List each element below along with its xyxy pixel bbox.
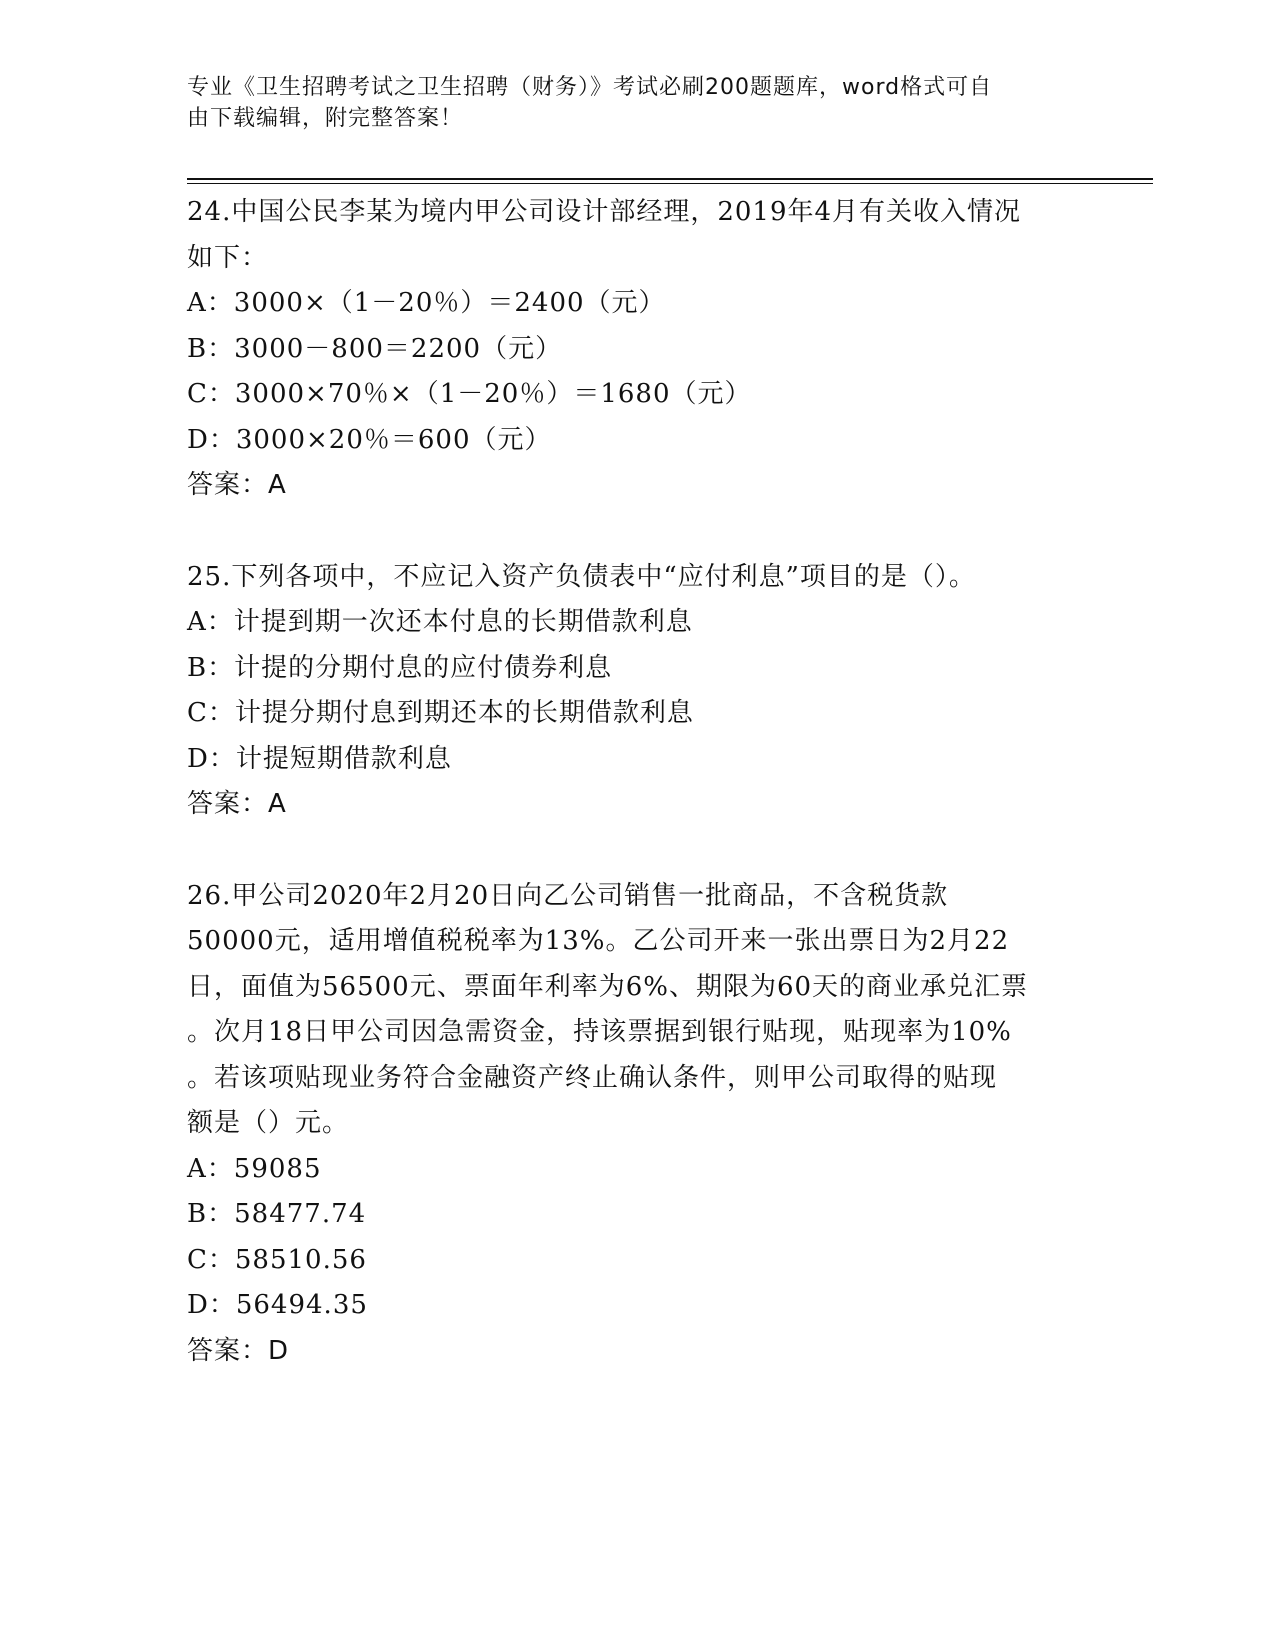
option-b: B：3000－800＝2200（元） bbox=[187, 333, 563, 364]
header-intro-line-2: 由下载编辑，附完整答案！ bbox=[187, 106, 464, 131]
answer-label: 答案：D bbox=[187, 1335, 290, 1366]
header-divider-thin bbox=[187, 183, 1153, 184]
option-d: D：56494.35 bbox=[187, 1290, 368, 1320]
question-stem-line: 26.甲公司2020年2月20日向乙公司销售一批商品，不含税货款 bbox=[187, 880, 949, 911]
question-stem-line: 25.下列各项中，不应记入资产负债表中“应付利息”项目的是（）。 bbox=[187, 561, 976, 592]
answer-label: 答案：A bbox=[187, 789, 287, 819]
question-stem-line: 日，面值为56500元、票面年利率为6%、期限为60天的商业承兑汇票 bbox=[187, 971, 1029, 1002]
question-26 bbox=[187, 874, 1087, 1375]
question-list bbox=[187, 190, 1087, 1420]
answer-label: 答案：A bbox=[187, 470, 287, 500]
option-d: D：3000×20％＝600（元） bbox=[187, 424, 552, 455]
option-a: A：3000×（1－20％）＝2400（元） bbox=[187, 288, 666, 318]
question-24 bbox=[187, 190, 1087, 509]
option-b: B：计提的分期付息的应付债券利息 bbox=[187, 652, 613, 683]
option-a: A：计提到期一次还本付息的长期借款利息 bbox=[187, 607, 693, 637]
question-stem-line: 。若该项贴现业务符合金融资产终止确认条件，则甲公司取得的贴现 bbox=[187, 1062, 998, 1093]
question-stem-line: 额是（）元。 bbox=[187, 1108, 350, 1138]
question-25 bbox=[187, 555, 1087, 828]
header-intro-line-1: 专业《卫生招聘考试之卫生招聘（财务）》考试必刷200题题库，word格式可自 bbox=[187, 75, 993, 100]
question-stem-line: 50000元，适用增值税税率为13%。乙公司开来一张出票日为2月22 bbox=[187, 926, 1010, 956]
question-stem-line: 。次月18日甲公司因急需资金，持该票据到银行贴现，贴现率为10% bbox=[187, 1017, 1012, 1047]
option-d: D：计提短期借款利息 bbox=[187, 743, 452, 774]
option-c: C：58510.56 bbox=[187, 1244, 367, 1275]
option-c: C：3000×70％×（1－20％）＝1680（元） bbox=[187, 379, 752, 409]
document-header bbox=[187, 72, 1067, 134]
option-c: C：计提分期付息到期还本的长期借款利息 bbox=[187, 698, 694, 728]
header-divider-thick bbox=[187, 178, 1153, 180]
option-a: A：59085 bbox=[187, 1153, 322, 1184]
option-b: B：58477.74 bbox=[187, 1199, 367, 1229]
question-stem-line: 24.中国公民李某为境内甲公司设计部经理，2019年4月有关收入情况 bbox=[187, 197, 1022, 227]
question-stem-line: 如下： bbox=[187, 242, 269, 273]
